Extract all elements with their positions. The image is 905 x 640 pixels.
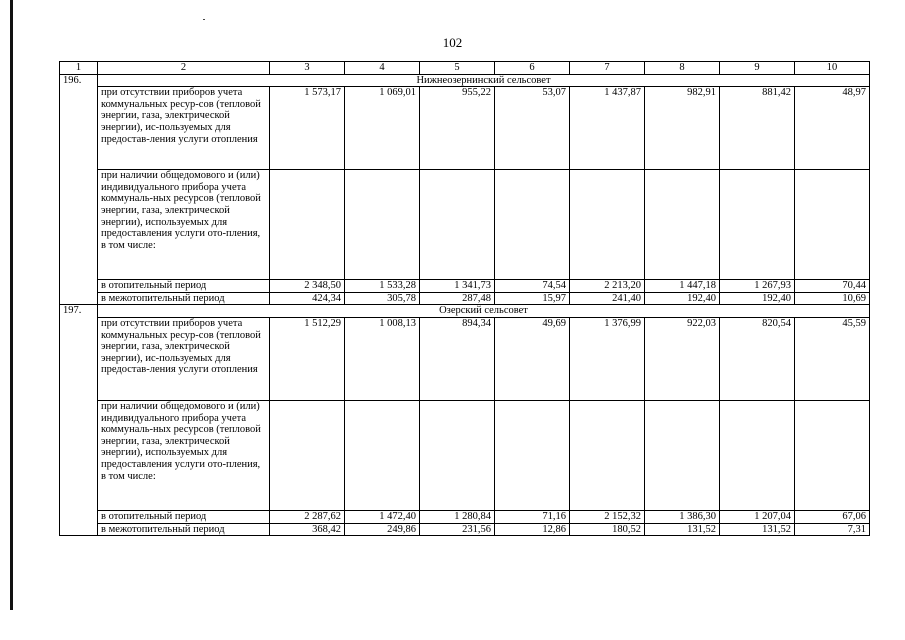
value-cell: 67,06	[795, 510, 870, 523]
value-cell: 2 287,62	[270, 510, 345, 523]
row-label: в отопительный период	[98, 280, 270, 293]
column-header: 1	[60, 62, 98, 75]
value-cell: 368,42	[270, 523, 345, 536]
scan-speck	[203, 19, 205, 20]
value-cell	[270, 400, 345, 510]
value-cell: 241,40	[570, 292, 645, 305]
value-cell	[345, 400, 420, 510]
value-cell: 1 267,93	[720, 280, 795, 293]
value-cell: 49,69	[495, 317, 570, 400]
value-cell	[645, 400, 720, 510]
table-row	[60, 400, 870, 510]
column-number-row	[60, 62, 870, 75]
value-cell: 1 008,13	[345, 317, 420, 400]
column-header: 3	[270, 62, 345, 75]
section-index: 197.	[60, 305, 98, 536]
table-row	[60, 523, 870, 536]
value-cell: 249,86	[345, 523, 420, 536]
value-cell: 180,52	[570, 523, 645, 536]
value-cell: 820,54	[720, 317, 795, 400]
value-cell	[570, 400, 645, 510]
value-cell: 71,16	[495, 510, 570, 523]
value-cell: 15,97	[495, 292, 570, 305]
value-cell: 53,07	[495, 87, 570, 170]
value-cell: 1 207,04	[720, 510, 795, 523]
value-cell: 12,86	[495, 523, 570, 536]
tariff-table	[59, 61, 870, 536]
table-row	[60, 280, 870, 293]
value-cell: 424,34	[270, 292, 345, 305]
value-cell: 1 533,28	[345, 280, 420, 293]
column-header: 2	[98, 62, 270, 75]
value-cell	[795, 400, 870, 510]
value-cell	[720, 170, 795, 280]
section-title: Озерский сельсовет	[98, 305, 870, 318]
value-cell	[720, 400, 795, 510]
value-cell: 1 512,29	[270, 317, 345, 400]
column-header: 5	[420, 62, 495, 75]
value-cell: 955,22	[420, 87, 495, 170]
row-label: при отсутствии приборов учета коммунальных ресур-сов (тепловой энергии, газа, электрической энергии), ис-пользуемых для предостав-ления услуги отопления	[98, 317, 270, 400]
column-header: 4	[345, 62, 420, 75]
value-cell: 1 341,73	[420, 280, 495, 293]
value-cell: 894,34	[420, 317, 495, 400]
column-header: 6	[495, 62, 570, 75]
value-cell: 881,42	[720, 87, 795, 170]
row-label: при наличии общедомового и (или) индивидуального прибора учета коммуналь-ных ресурсов (тепловой энергии, газа, электрической энергии), используемых для предоставления услуги ото-пления, в том числе:	[98, 170, 270, 280]
value-cell: 922,03	[645, 317, 720, 400]
value-cell: 1 280,84	[420, 510, 495, 523]
value-cell: 74,54	[495, 280, 570, 293]
page-number: 102	[442, 35, 463, 50]
value-cell: 192,40	[720, 292, 795, 305]
table-row	[60, 317, 870, 400]
table-row	[60, 292, 870, 305]
row-label: в межотопительный период	[98, 523, 270, 536]
row-label: в межотопительный период	[98, 292, 270, 305]
section-index: 196.	[60, 74, 98, 305]
value-cell	[420, 170, 495, 280]
value-cell	[570, 170, 645, 280]
value-cell: 1 573,17	[270, 87, 345, 170]
value-cell: 2 213,20	[570, 280, 645, 293]
column-header: 7	[570, 62, 645, 75]
value-cell: 45,59	[795, 317, 870, 400]
value-cell: 1 069,01	[345, 87, 420, 170]
value-cell	[345, 170, 420, 280]
value-cell: 131,52	[720, 523, 795, 536]
section-title: Нижнеозернинский сельсовет	[98, 74, 870, 87]
value-cell: 982,91	[645, 87, 720, 170]
column-header: 8	[645, 62, 720, 75]
value-cell: 1 386,30	[645, 510, 720, 523]
value-cell	[495, 400, 570, 510]
value-cell: 70,44	[795, 280, 870, 293]
value-cell: 48,97	[795, 87, 870, 170]
value-cell: 2 152,32	[570, 510, 645, 523]
value-cell	[270, 170, 345, 280]
table-row	[60, 87, 870, 170]
value-cell: 131,52	[645, 523, 720, 536]
value-cell: 10,69	[795, 292, 870, 305]
section-header-row	[60, 74, 870, 87]
value-cell: 1 447,18	[645, 280, 720, 293]
table-body	[60, 62, 870, 536]
value-cell: 231,56	[420, 523, 495, 536]
value-cell: 305,78	[345, 292, 420, 305]
table-row	[60, 510, 870, 523]
row-label: при наличии общедомового и (или) индивидуального прибора учета коммуналь-ных ресурсов (тепловой энергии, газа, электрической энергии), используемых для предоставления услуги ото-пления, в том числе:	[98, 400, 270, 510]
row-label: при отсутствии приборов учета коммунальных ресур-сов (тепловой энергии, газа, электрической энергии), ис-пользуемых для предостав-ления услуги отопления	[98, 87, 270, 170]
value-cell: 1 472,40	[345, 510, 420, 523]
section-header-row	[60, 305, 870, 318]
row-label: в отопительный период	[98, 510, 270, 523]
value-cell	[420, 400, 495, 510]
column-header: 10	[795, 62, 870, 75]
scan-border-line	[10, 0, 13, 610]
table-row	[60, 170, 870, 280]
value-cell	[645, 170, 720, 280]
value-cell	[495, 170, 570, 280]
value-cell	[795, 170, 870, 280]
value-cell: 1 437,87	[570, 87, 645, 170]
value-cell: 7,31	[795, 523, 870, 536]
value-cell: 2 348,50	[270, 280, 345, 293]
value-cell: 1 376,99	[570, 317, 645, 400]
value-cell: 192,40	[645, 292, 720, 305]
column-header: 9	[720, 62, 795, 75]
value-cell: 287,48	[420, 292, 495, 305]
